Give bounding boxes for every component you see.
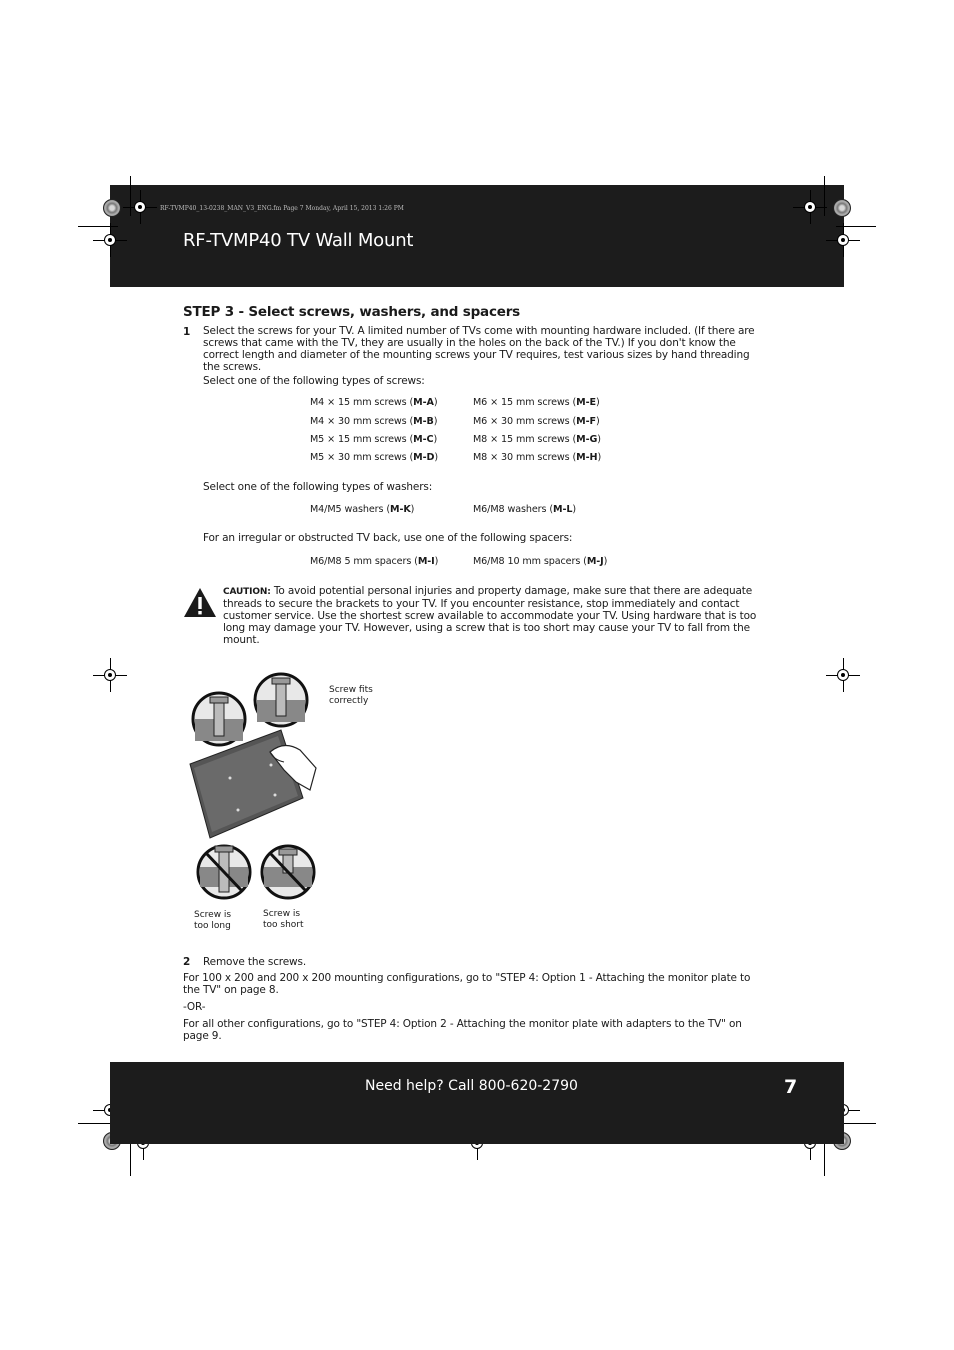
- screw-too-short-icon: [262, 846, 314, 898]
- screw-option: M6 × 15 mm screws (M-E): [473, 397, 600, 408]
- or-separator: -OR-: [183, 1001, 206, 1013]
- crop-mark: [130, 1140, 131, 1176]
- warning-triangle-icon: [183, 587, 217, 618]
- screw-option: M4 × 15 mm screws (M-A): [310, 397, 438, 408]
- washer-option: M6/M8 washers (M-L): [473, 504, 576, 515]
- screw-fit-illustration: [188, 670, 328, 905]
- caution-label: CAUTION:: [223, 587, 271, 597]
- step-3-heading: STEP 3 - Select screws, washers, and spacers: [183, 304, 520, 320]
- screw-option: M5 × 15 mm screws (M-C): [310, 434, 438, 445]
- screw-fits-correctly-icon: [193, 674, 307, 745]
- spacers-intro: For an irregular or obstructed TV back, use one of the following spacers:: [203, 532, 573, 544]
- step-item-number: 2: [183, 956, 191, 968]
- step-item-1-text: Select the screws for your TV. A limited number of TVs come with mounting hardware included. (If there are screws that came with the TV, they are usually in the holes on the back of the TV.) If you don't know the correct length and diameter of the mounting screws your TV requires, test various sizes by hand threading the screws.: [203, 325, 755, 373]
- crop-mark: [130, 176, 131, 216]
- washers-intro: Select one of the following types of washers:: [203, 481, 433, 493]
- spacer-option: M6/M8 5 mm spacers (M-I): [310, 556, 439, 567]
- help-phone-text: Need help? Call 800-620-2790: [365, 1078, 578, 1094]
- screw-option: M8 × 15 mm screws (M-G): [473, 434, 601, 445]
- screws-intro: Select one of the following types of screws:: [203, 375, 425, 387]
- caption-screw-too-short: Screw is too short: [263, 909, 304, 930]
- print-slug: RF-TVMP40_13-0238_MAN_V3_ENG.fm Page 7 Monday, April 15, 2013 1:26 PM: [160, 205, 404, 212]
- step-item-2-text: Remove the screws.: [203, 956, 307, 968]
- page-number: 7: [784, 1076, 798, 1098]
- footer-band: [110, 1062, 844, 1144]
- caption-screw-too-long: Screw is too long: [194, 910, 232, 931]
- screw-option: M8 × 30 mm screws (M-H): [473, 452, 602, 463]
- screw-option: M4 × 30 mm screws (M-B): [310, 416, 438, 427]
- crop-mark: [836, 226, 876, 227]
- crop-mark: [78, 226, 118, 227]
- screw-option: M5 × 30 mm screws (M-D): [310, 452, 439, 463]
- crop-mark: [824, 1140, 825, 1176]
- step-item-number: 1: [183, 326, 191, 338]
- gray-registration-mark: [103, 199, 121, 217]
- spacer-option: M6/M8 10 mm spacers (M-J): [473, 556, 608, 567]
- caption-screw-fits-correctly: Screw fits correctly: [329, 685, 373, 706]
- caution-text: CAUTION: To avoid potential personal injuries and property damage, make sure that there are adequate threads to secure the brackets to your TV. If you encounter resistance, stop immediately and contact customer service. Use the shortest screw available to accommodate your TV. Using hardware that is too long may damage your TV. However, using a screw that is too short may cause your TV to fall from the mount.: [223, 585, 757, 646]
- option-2-instruction: For all other configurations, go to "STEP 4: Option 2 - Attaching the monitor plate with adapters to the TV" on page 9.: [183, 1018, 742, 1042]
- gray-registration-mark: [833, 199, 851, 217]
- document-title: RF-TVMP40 TV Wall Mount: [183, 230, 414, 251]
- washer-option: M4/M5 washers (M-K): [310, 504, 415, 515]
- option-1-instruction: For 100 x 200 and 200 x 200 mounting configurations, go to "STEP 4: Option 1 - Attaching the monitor plate to the TV" on page 8.: [183, 972, 751, 996]
- crop-mark: [824, 176, 825, 216]
- screw-option: M6 × 30 mm screws (M-F): [473, 416, 600, 427]
- screw-too-long-icon: [198, 846, 250, 898]
